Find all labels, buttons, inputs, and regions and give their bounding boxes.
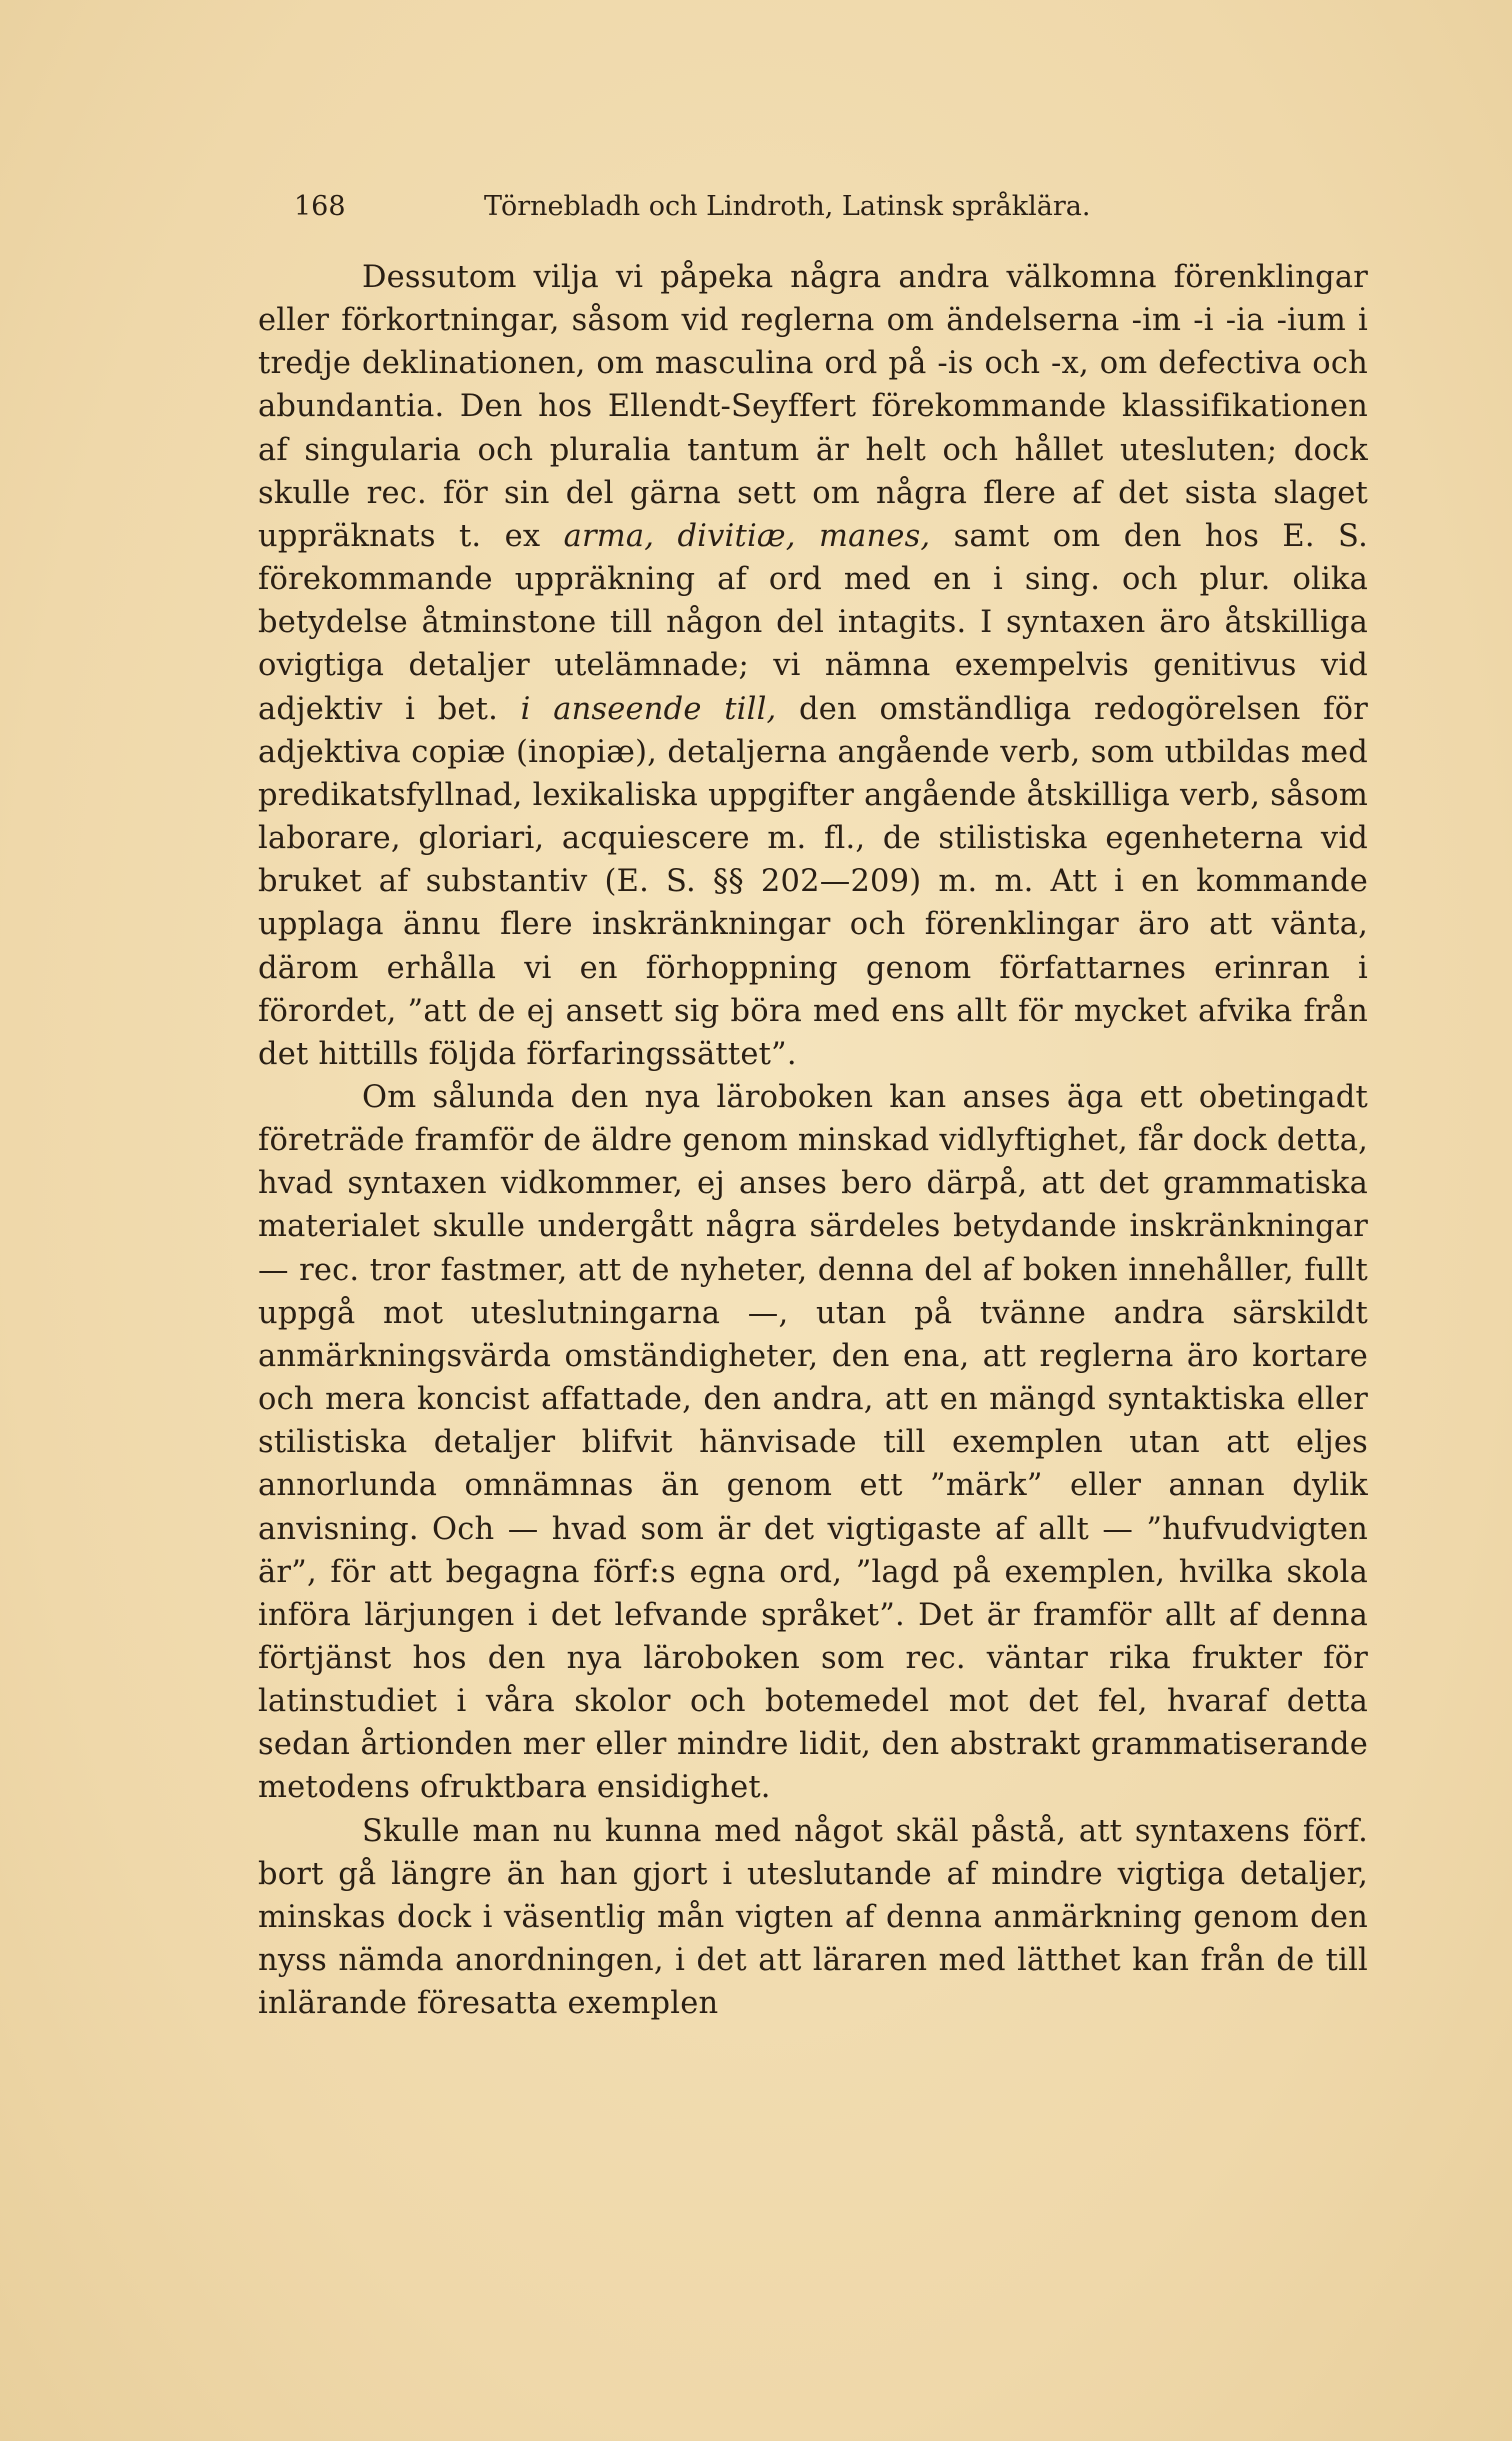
paragraph-1 bbox=[258, 256, 1368, 1076]
paragraph-1-text-a: Dessutom vilja vi påpeka några andra välkomna förenklingar eller förkortningar, såsom vid reglerna om ändelserna -im -i -ia -ium i tredje deklinationen, om masculina ord på -is och -x, om defectiva och abundantia. Den hos Ellendt-Seyffert förekommande klassifikationen af singularia och pluralia tantum är helt och hållet utesluten; dock skulle rec. för sin del gärna sett om några flere af det sista slaget uppräknats t. ex bbox=[258, 260, 1368, 554]
paragraph-3: Skulle man nu kunna med något skäl påstå, att syntaxens förf. bort gå längre än han gjort i uteslutande af mindre vigtiga detaljer, minskas dock i väsentlig mån vigten af denna anmärkning genom den nyss nämda anordningen, i det att läraren med lätthet kan från de till inlärande föresatta exemplen bbox=[258, 1813, 1368, 2022]
paragraph-2: Om sålunda den nya läroboken kan anses äga ett obetingadt företräde framför de äldre genom minskad vidlyftighet, får dock detta, hvad syntaxen vidkommer, ej anses bero därpå, att det grammatiska materialet skulle undergått några särdeles betydande inskränkningar — rec. tror fastmer, att de nyheter, denna del af boken innehåller, fullt uppgå mot uteslutningarna —, utan på tvänne andra särskildt anmärkningsvärda omständigheter, den ena, att reglerna äro kortare och mera koncist affattade, den andra, att en mängd syntaktiska eller stilistiska detaljer blifvit hänvisade till exemplen utan att eljes annorlunda omnämnas än genom ett ”märk” eller annan dylik anvisning. Och — hvad som är det vigtigaste af allt — ”hufvudvigten är”, för att begagna förf:s egna ord, ”lagd på exemplen, hvilka skola införa lärjungen i det lefvande språket”. Det är framför allt af denna förtjänst hos den nya läroboken som rec. väntar rika frukter för latinstudiet i våra skolor och botemedel mot det fel, hvaraf detta sedan årtionden mer eller mindre lidit, den abstrakt grammatiserande metodens ofruktbara ensidighet. bbox=[258, 1079, 1368, 1806]
page-number: 168 bbox=[294, 191, 346, 222]
italic-latin-nouns: arma, divitiæ, manes, bbox=[563, 518, 931, 554]
page-header bbox=[294, 190, 1168, 224]
text-body bbox=[258, 256, 1368, 2025]
italic-phrase: i anseende till, bbox=[520, 691, 777, 727]
paragraph-1-text-b: samt om den hos E. S. förekommande uppräkning af ord med en i sing. och plur. olika betydelse åtminstone till någon del intagits. I syntaxen äro åtskilliga ovigtiga detaljer utelämnade; vi nämna exempelvis genitivus vid adjektiv i bet. bbox=[258, 518, 1368, 727]
running-title: Törnebladh och Lindroth, Latinsk språklära. bbox=[484, 191, 1091, 222]
paragraph-1-text-c: den omständliga redogörelsen för adjektiva copiæ (inopiæ), detaljerna angående verb, som utbildas med predikatsfyllnad, lexikaliska uppgifter angående åtskilliga verb, såsom laborare, gloriari, acquiescere m. fl., de stilistiska egenheterna vid bruket af substantiv (E. S. §§ 202—209) m. m. Att i en kommande upplaga ännu flere inskränkningar och förenklingar äro att vänta, därom erhålla vi en förhoppning genom författarnes erinran i förordet, ”att de ej ansett sig böra med ens allt för mycket afvika från det hittills följda förfaringssättet”. bbox=[258, 691, 1368, 1072]
